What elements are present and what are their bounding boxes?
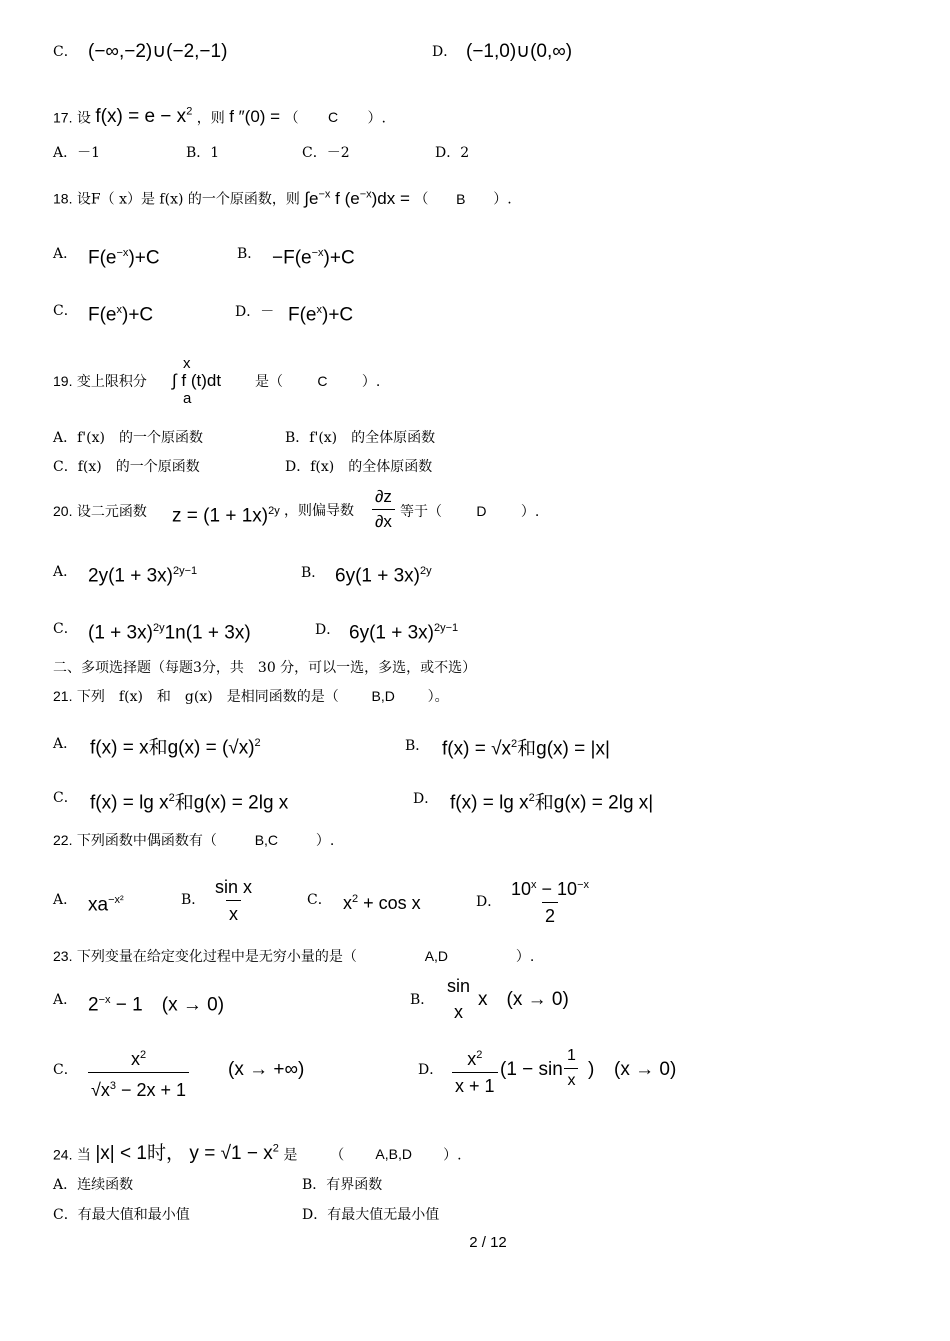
q16-option-c-expr: (−∞,−2)∪(−2,−1) <box>88 41 228 62</box>
q23-option-d-tail: (x → 0) <box>614 1059 677 1080</box>
q23-option-d-factor: (1 − sin <box>500 1059 563 1080</box>
q17-option-b: B．1 <box>186 145 220 161</box>
q20-answer: D <box>476 503 487 519</box>
q18-option-b-label: B． <box>237 246 262 262</box>
q22-answer: B,C <box>254 832 279 848</box>
q16-option-c-label: C． <box>53 44 78 60</box>
q21-option-d: $f(x) = \lg x^2$和g(x) = 2lg x| <box>450 792 654 814</box>
q18-option-b: $-F(e^{-x})+C$ <box>272 247 355 269</box>
q17-expr: $f(x) = e - x^2$ <box>95 106 193 128</box>
q19-upper-limit: x <box>183 355 191 372</box>
q24-option-b: B．有界函数 <box>302 1177 383 1193</box>
q22-option-a-label: A． <box>53 892 78 908</box>
q22-option-b-label: B． <box>181 892 206 908</box>
q17-option-c: C．－2 <box>302 145 350 161</box>
q21-option-c: $f(x) = \lg x^2$和g(x) = 2lg x <box>90 792 289 814</box>
q21-option-a-label: A． <box>53 736 78 752</box>
q20-option-b-label: B． <box>301 565 326 581</box>
q21-option-a: f(x) = x和$g(x) = (√x)^2$ <box>90 737 261 759</box>
q19-option-a: A．f'(x) 的一个原函数 <box>53 430 203 446</box>
q20-option-d-label: D． <box>315 622 341 638</box>
q19-answer: C <box>317 373 328 389</box>
q24-option-d: D．有最大值无最小值 <box>302 1207 440 1223</box>
q23-option-b-frac: sin x <box>447 976 471 1022</box>
q23-option-b-tail: x (x → 0) <box>478 989 569 1010</box>
q23-stem: 23. 下列变量在给定变化过程中是无穷小量的是（ A,D ）. <box>53 948 535 965</box>
q23-option-c-tail: (x → +∞) <box>228 1059 305 1080</box>
q23-option-d-frac: $\frac{x^2}{x + 1}$ <box>452 1044 498 1097</box>
q20-partial-derivative: $\frac{\partial z}{\partial x}$ <box>372 487 395 532</box>
q20-option-a-label: A． <box>53 564 78 580</box>
q24-option-a: A．连续函数 <box>53 1177 134 1193</box>
q19-option-c: C．f(x) 的一个原函数 <box>53 459 200 475</box>
q23-option-d-close: ) <box>588 1059 595 1080</box>
q22-option-b: $\frac{\text{sin x}}{x}$ <box>215 877 253 924</box>
q19-option-d: D．f(x) 的全体原函数 <box>285 459 433 475</box>
q23-option-a: $2^{-x} - 1$ (x → 0) <box>88 994 225 1016</box>
q23-option-a-label: A． <box>53 992 78 1008</box>
q21-option-b: $f(x) = √x^2$和g(x) = |x| <box>442 738 610 760</box>
q18-integral: $\int e^{-x}$ f $(e^{-x})dx$ = <box>304 188 410 208</box>
q20-expr: $z = (1 + 1x)^{2y}$ <box>172 505 280 527</box>
q20-option-b: $6y(1 + 3x)^{2y}$ <box>335 565 432 587</box>
q21-option-c-label: C． <box>53 790 78 806</box>
q21-answer: B,D <box>371 688 395 704</box>
q21-option-d-label: D． <box>413 791 439 807</box>
q18-option-a: $F(e^{-x})+C$ <box>88 247 160 269</box>
q19-integral: ∫ f (t)dt <box>172 371 222 390</box>
q23-option-c-label: C． <box>53 1062 78 1078</box>
q24-stem: 24. 当 |x| < 1时， $y = √1 - x^2$ 是 （ A,B,D ）. <box>53 1143 462 1165</box>
q18-option-c-label: C． <box>53 303 78 319</box>
q18-stem: 18. 设F（ x）是 f(x) 的一个原函数，则 $\int e^{-x}$ f $(e^{-x})dx$ = （ B ）. <box>53 188 512 208</box>
q20-option-c-label: C． <box>53 621 78 637</box>
page-number: 2 / 12 <box>469 1234 507 1251</box>
q23-option-d-inner-frac: $\frac{1}{x}$ <box>564 1046 579 1091</box>
q17-option-a: A．－1 <box>53 145 101 161</box>
q22-option-d-label: D． <box>476 894 502 910</box>
q22-option-c: $x^2 + \cos x$ <box>343 893 421 913</box>
q19-stem: 19. 变上限积分 <box>53 373 147 390</box>
q16-option-d-label: D． <box>432 44 458 60</box>
q17-stem: 17. 设 $f(x) = e - x^2$ ，则 f ″(0) = （ C ）. <box>53 106 386 128</box>
q20-option-d: $6y(1 + 3x)^{2y-1}$ <box>349 622 459 644</box>
q23-option-d-label: D． <box>418 1062 444 1078</box>
q18-option-d-label: D．－ <box>235 304 275 320</box>
q24-answer: A,B,D <box>375 1146 412 1163</box>
q18-answer: B <box>456 190 466 207</box>
q16-option-d-expr: (−1,0)∪(0,∞) <box>466 41 573 62</box>
q20-answer-slot: 等于（ D ）. <box>400 503 540 520</box>
q17-option-d: D．2 <box>435 145 470 161</box>
q20-option-c: $(1 + 3x)^{2y}1n(1 + 3x)$ <box>88 622 251 644</box>
q24-option-c: C．有最大值和最小值 <box>53 1207 190 1223</box>
q19-lower-limit: a <box>183 390 192 407</box>
q20-stem-mid: ，则偏导数 <box>284 503 354 519</box>
q18-option-a-label: A． <box>53 246 78 262</box>
q19-answer-slot: 是（ C ）. <box>255 373 381 390</box>
q22-option-d: $\frac{10^x - 10^{-x}}{2}$ <box>511 879 590 926</box>
q17-answer: C <box>327 109 339 126</box>
q23-option-c-frac: $\frac{x^2}{√x^3 - 2x + 1}$ <box>88 1044 189 1101</box>
q23-answer: A,D <box>424 948 449 964</box>
q20-stem-pre: 20. 设二元函数 <box>53 503 147 520</box>
q21-stem: 21. 下列 f(x) 和 g(x) 是相同函数的是（ B,D ）。 <box>53 688 449 705</box>
q20-option-a: $2y(1 + 3x)^{2y-1}$ <box>88 565 198 587</box>
q18-option-c: $F(e^x)+C$ <box>88 304 154 326</box>
section-heading-multiple-choice: 二、多项选择题（每题3分，共 30 分，可以一选，多选，或不选） <box>53 660 477 676</box>
q23-option-b-label: B． <box>410 992 435 1008</box>
q19-option-b: B．f'(x) 的全体原函数 <box>285 430 436 446</box>
q22-stem: 22. 下列函数中偶函数有（ B,C ）. <box>53 832 335 849</box>
q18-option-d: $F(e^x)+C$ <box>288 304 354 326</box>
q21-option-b-label: B． <box>405 738 430 754</box>
q22-option-a: $xa^{-x^2}$ <box>88 894 124 916</box>
q22-option-c-label: C． <box>307 892 332 908</box>
